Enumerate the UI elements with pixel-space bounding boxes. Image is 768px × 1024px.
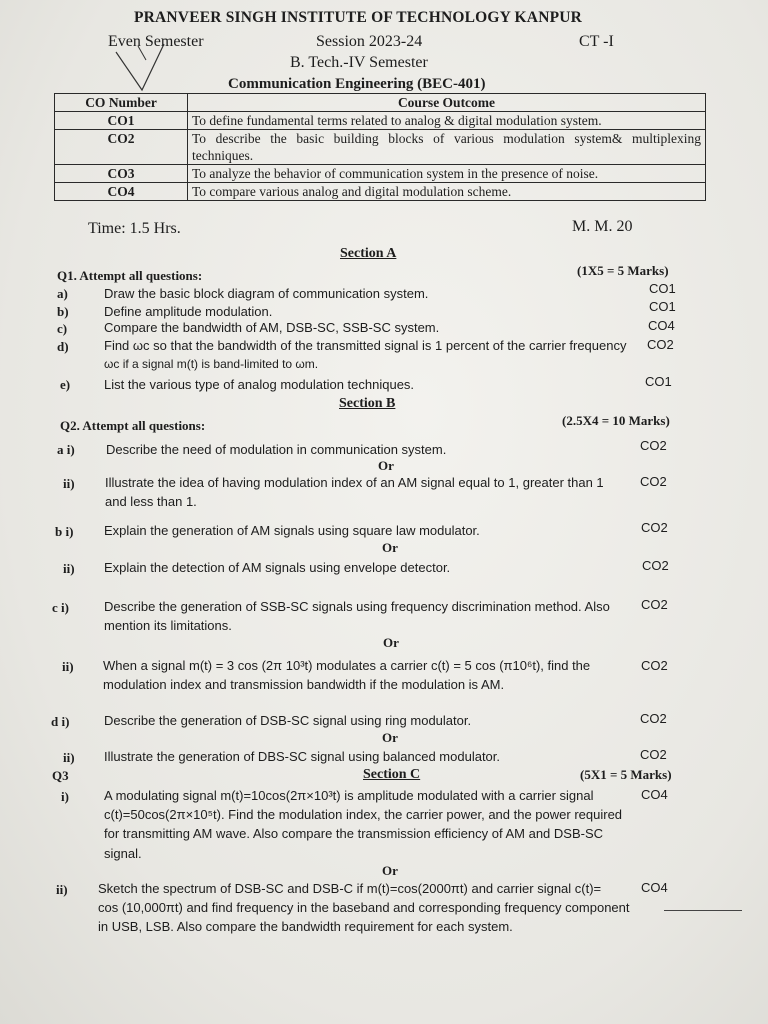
question-text: Describe the generation of SSB-SC signals using frequency discrimination method. Also (104, 599, 610, 614)
co-tag: CO2 (640, 747, 667, 762)
table-header: CO Number (55, 94, 188, 112)
co-tag: CO1 (649, 299, 676, 314)
q3-label: Q3 (52, 768, 69, 783)
question-text-cont: ωc if a signal m(t) is band-limited to ωm. (104, 357, 319, 371)
co-tag: CO4 (641, 787, 668, 802)
time-label: Time: 1.5 Hrs. (88, 220, 181, 237)
or-separator: Or (382, 730, 398, 745)
table-row (55, 165, 706, 183)
co-tag: CO2 (641, 597, 668, 612)
test-label: CT -I (579, 33, 614, 50)
question-text-cont: and less than 1. (105, 494, 197, 509)
question-label: a i) (57, 442, 75, 457)
question-text: Define amplitude modulation. (104, 304, 273, 319)
q1-marks: (1X5 = 5 Marks) (577, 263, 669, 278)
question-label: b i) (55, 524, 74, 539)
institute-name: PRANVEER SINGH INSTITUTE OF TECHNOLOGY KANPUR (133, 9, 583, 26)
question-label: d i) (51, 714, 70, 729)
question-label: ii) (63, 750, 75, 765)
question-text-cont: in USB, LSB. Also compare the bandwidth requirement for each system. (98, 919, 513, 934)
co-number: CO1 (55, 112, 188, 130)
course-outcome-table (54, 93, 706, 201)
co-tag: CO2 (641, 520, 668, 535)
question-text: A modulating signal m(t)=10cos(2π×10³t) is amplitude modulated with a carrier signal (104, 788, 594, 803)
pen-mark-icon (112, 40, 172, 100)
q3-marks: (5X1 = 5 Marks) (580, 767, 672, 782)
question-text: Describe the generation of DSB-SC signal using ring modulator. (104, 713, 472, 728)
co-outcome: To define fundamental terms related to analog & digital modulation system. (188, 112, 706, 130)
co-tag: CO1 (645, 374, 672, 389)
question-text: Describe the need of modulation in communication system. (106, 442, 447, 457)
co-tag: CO2 (640, 438, 667, 453)
table-header-row (55, 94, 706, 112)
question-text: Compare the bandwidth of AM, DSB-SC, SSB-SC system. (104, 320, 440, 335)
question-text-cont: for transmitting AM wave. Also compare the transmission efficiency of AM and DSB-SC (104, 826, 604, 841)
or-separator: Or (383, 635, 399, 650)
or-separator: Or (382, 863, 398, 878)
section-b-title: Section B (339, 396, 396, 411)
question-text: Illustrate the idea of having modulation index of an AM signal equal to 1, greater than 1 (105, 475, 604, 490)
co-outcome: To analyze the behavior of communication system in the presence of noise. (188, 165, 706, 183)
question-text: Find ωc so that the bandwidth of the transmitted signal is 1 percent of the carrier frequency (104, 338, 627, 353)
question-text: Illustrate the generation of DBS-SC signal using balanced modulator. (104, 749, 501, 764)
question-label: ii) (63, 561, 75, 576)
max-marks-label: M. M. 20 (572, 218, 633, 235)
pen-stroke (664, 910, 742, 911)
co-number: CO3 (55, 165, 188, 183)
question-text: Explain the detection of AM signals using envelope detector. (104, 560, 451, 575)
question-label: b) (57, 304, 69, 319)
co-tag: CO4 (641, 880, 668, 895)
question-label: c i) (52, 600, 69, 615)
question-text: Draw the basic block diagram of communication system. (104, 286, 429, 301)
or-separator: Or (378, 458, 394, 473)
question-text-cont: cos (10,000πt) and find frequency in the baseband and corresponding frequency component (98, 900, 630, 915)
question-text: When a signal m(t) = 3 cos (2π 10³t) modulates a carrier c(t) = 5 cos (π10⁶t), find the (103, 658, 591, 673)
co-tag: CO2 (640, 474, 667, 489)
co-number: CO4 (55, 183, 188, 201)
question-label: ii) (63, 476, 75, 491)
question-text-cont: c(t)=50cos(2π×10⁵t). Find the modulation index, the carrier power, and the power required (104, 807, 623, 822)
co-tag: CO2 (640, 711, 667, 726)
table-row (55, 130, 706, 165)
question-label: i) (61, 789, 69, 804)
table-row (55, 183, 706, 201)
q2-marks: (2.5X4 = 10 Marks) (562, 413, 670, 428)
question-text-cont: modulation index and transmission bandwidth if the modulation is AM. (103, 677, 505, 692)
question-text: List the various type of analog modulation techniques. (104, 377, 415, 392)
program-label: B. Tech.-IV Semester (290, 54, 428, 71)
co-tag: CO2 (641, 658, 668, 673)
question-label: ii) (62, 659, 74, 674)
table-row (55, 112, 706, 130)
question-label: a) (57, 286, 68, 301)
or-separator: Or (382, 540, 398, 555)
question-text-cont: mention its limitations. (104, 618, 232, 633)
course-title: Communication Engineering (BEC-401) (228, 76, 486, 92)
co-outcome: To compare various analog and digital modulation scheme. (188, 183, 706, 201)
q1-label: Q1. Attempt all questions: (57, 268, 203, 283)
question-text-cont: signal. (104, 846, 142, 861)
q2-label: Q2. Attempt all questions: (60, 418, 206, 433)
co-tag: CO2 (642, 558, 669, 573)
section-a-title: Section A (340, 246, 397, 261)
question-text: Explain the generation of AM signals using square law modulator. (104, 523, 480, 538)
semester-label: Even Semester (108, 33, 204, 50)
table-header: Course Outcome (188, 94, 706, 112)
question-label: d) (57, 339, 69, 354)
session-label: Session 2023-24 (316, 33, 423, 50)
question-text: Sketch the spectrum of DSB-SC and DSB-C if m(t)=cos(2000πt) and carrier signal c(t)= (98, 881, 602, 896)
question-label: c) (57, 321, 68, 336)
section-c-title: Section C (363, 767, 421, 782)
question-label: ii) (56, 882, 68, 897)
co-tag: CO2 (647, 337, 674, 352)
co-tag: CO1 (649, 281, 676, 296)
co-outcome: To describe the basic building blocks of various modulation system& multiplexing techniques. (188, 130, 706, 165)
co-tag: CO4 (648, 318, 675, 333)
question-label: e) (60, 377, 71, 392)
co-number: CO2 (55, 130, 188, 165)
